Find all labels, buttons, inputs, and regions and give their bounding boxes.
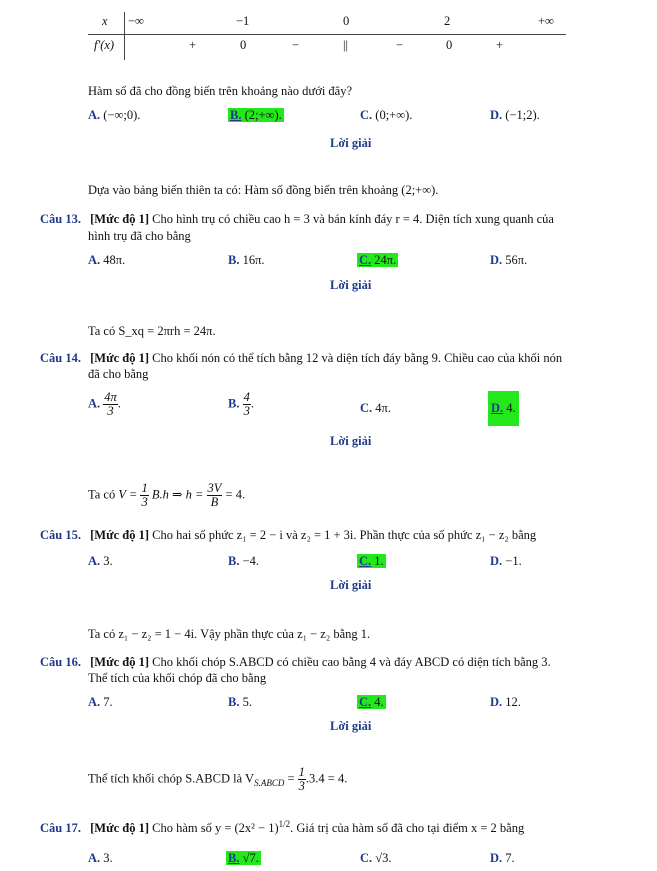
option-b [228, 554, 259, 569]
option-text: 4π. [375, 401, 391, 415]
option-d-correct [488, 391, 519, 426]
option-b [228, 695, 252, 710]
option-text: 7. [505, 851, 515, 865]
correct-answer-highlight [228, 108, 284, 122]
option-text: 3. [103, 851, 113, 865]
question-label: Câu 14. [40, 351, 81, 365]
option-text: 3. [103, 554, 113, 568]
option-letter: C. [359, 695, 372, 709]
solution-heading: Lời giải [330, 578, 372, 592]
option-letter: C. [360, 108, 373, 122]
option-b: B. $\frac{4}{3}$ . [228, 390, 254, 419]
table-sign: || [343, 38, 349, 52]
option-letter: A. [88, 554, 101, 568]
question-17 [40, 819, 524, 836]
option-c-correct [357, 554, 386, 569]
option-a [88, 108, 140, 123]
option-letter: D. [491, 401, 504, 415]
table-x-value: 0 [343, 14, 350, 28]
option-text: −1. [505, 554, 522, 568]
table-x-value: 2 [444, 14, 451, 28]
option-text: 24π. [374, 253, 397, 267]
option-letter: B. [228, 695, 240, 709]
question-stem: Hàm số đã cho đồng biến trên khoảng nào dưới đây? [88, 84, 353, 98]
option-d [490, 253, 527, 268]
solution-text: Ta có S_xq = 2πrh = 24π. [88, 324, 216, 338]
solution-formula [88, 482, 245, 509]
table-vertical-line [124, 12, 125, 60]
option-text: 4. [374, 695, 384, 709]
option-b [228, 253, 265, 268]
option-b-correct [226, 851, 261, 866]
solution-equals: = [284, 771, 295, 786]
correct-answer-highlight [357, 695, 386, 709]
solution-subscript: S.ABCD [254, 778, 285, 788]
solution-text: Dựa vào bảng biến thiên ta có: Hàm số đồng biến trên khoảng (2;+∞). [88, 183, 439, 197]
option-d [490, 554, 522, 569]
option-letter: D. [490, 253, 503, 267]
option-text: (−∞;0). [103, 108, 141, 122]
fraction-numerator: 3V [207, 481, 222, 495]
option-letter: B. [228, 554, 240, 568]
question-level: [Mức độ 1] [90, 351, 149, 365]
option-letter: C. [359, 554, 372, 568]
option-text: 4. [506, 401, 516, 415]
question-15 [40, 528, 536, 543]
solution-result: .3.4 = 4. [305, 771, 348, 786]
solution-volume: V = [118, 487, 138, 502]
question-label: Câu 17. [40, 821, 81, 836]
option-d [490, 695, 521, 710]
table-sign: + [496, 38, 504, 52]
option-text: √3. [375, 851, 392, 865]
question-stem: Cho khối chóp S.ABCD có chiều cao bằng 4 và đáy ABCD có diện tích bằng 3. [148, 655, 551, 669]
table-header-derivative: f′(x) [94, 38, 115, 52]
question-stem-continued: đã cho bằng [88, 367, 149, 381]
option-text: √7. [242, 851, 259, 865]
option-text: 5. [242, 695, 252, 709]
option-fraction [103, 391, 118, 418]
solution-heading: Lời giải [330, 719, 372, 733]
question-stem-end: . Giá trị của hàm số đã cho tại điểm x = 2 bằng [290, 821, 525, 836]
option-text: 56π. [505, 253, 528, 267]
option-text: 12. [505, 695, 521, 709]
question-label: Câu 13. [40, 212, 81, 226]
option-letter: C. [360, 401, 373, 415]
fraction-denominator: 3 [243, 404, 250, 419]
option-c-correct [357, 695, 386, 710]
option-c [360, 851, 392, 866]
question-level: [Mức độ 1] [90, 821, 149, 836]
question-exponent: 1/2 [278, 819, 291, 829]
option-letter: B. [228, 851, 240, 865]
option-c [360, 108, 412, 123]
option-letter: A. [88, 108, 101, 122]
solution-prefix: Thể tích khối chóp S.ABCD là V [88, 771, 255, 786]
option-text: −4. [242, 554, 260, 568]
option-d [490, 851, 515, 866]
option-a [88, 695, 113, 710]
table-sign: + [189, 38, 197, 52]
correct-answer-highlight [488, 391, 519, 426]
question-level: [Mức độ 1] [90, 212, 149, 226]
option-text: (2;+∞). [244, 108, 282, 122]
solution-text: Ta có z₁ − z₂ = 1 − 4i. Vậy phần thực của z₁ − z₂ bằng 1. [88, 627, 371, 641]
question-stem: Cho khối nón có thể tích bằng 12 và diện tích đáy bằng 9. Chiều cao của khối nón [148, 351, 563, 365]
fraction-denominator: B [210, 495, 219, 510]
correct-answer-highlight [357, 253, 398, 267]
fraction-numerator: 1 [141, 481, 148, 495]
option-text: 16π. [242, 253, 265, 267]
solution-middle: B.h ⇒ h = [151, 487, 204, 502]
table-x-value: −1 [236, 14, 250, 28]
option-a [88, 554, 113, 569]
table-sign: 0 [240, 38, 247, 52]
option-letter: D. [490, 108, 503, 122]
option-text: 1. [374, 554, 384, 568]
option-letter: B. [228, 396, 240, 411]
option-letter: A. [88, 851, 101, 865]
question-stem: Cho hình trụ có chiều cao h = 3 và bán kính đáy r = 4. Diện tích xung quanh của [148, 212, 554, 226]
option-letter: C. [359, 253, 372, 267]
fraction-denominator: 3 [298, 779, 305, 794]
option-a [88, 851, 113, 866]
question-16 [40, 655, 551, 670]
option-letter: D. [490, 695, 503, 709]
option-letter: B. [230, 108, 242, 122]
solution-heading: Lời giải [330, 278, 372, 292]
option-c-correct [357, 253, 398, 268]
option-a: A. $\frac{4\pi}{3}$ . [88, 390, 121, 419]
question-14 [40, 351, 562, 366]
fraction-numerator: 4π [104, 390, 117, 404]
fraction-numerator: 1 [298, 765, 305, 779]
table-sign: − [396, 38, 404, 52]
question-label: Câu 15. [40, 528, 81, 542]
solution-formula [88, 766, 347, 793]
solution-result: = 4. [225, 487, 246, 502]
option-letter: D. [490, 851, 503, 865]
option-text: (−1;2). [505, 108, 540, 122]
option-text: (0;+∞). [375, 108, 413, 122]
table-x-value: +∞ [538, 14, 554, 28]
table-sign: 0 [446, 38, 453, 52]
table-header-x: x [102, 14, 108, 28]
option-letter: B. [228, 253, 240, 267]
option-d [490, 108, 540, 123]
option-letter: A. [88, 253, 101, 267]
correct-answer-highlight [357, 554, 386, 568]
option-a [88, 253, 125, 268]
fraction-denominator: 3 [107, 404, 114, 419]
option-letter: D. [490, 554, 503, 568]
solution-heading: Lời giải [330, 434, 372, 448]
question-level: [Mức độ 1] [90, 655, 149, 669]
solution-fraction [207, 482, 223, 509]
question-label: Câu 16. [40, 655, 81, 669]
option-letter: A. [88, 695, 101, 709]
solution-fraction [298, 766, 306, 793]
option-letter: C. [360, 851, 373, 865]
table-sign: − [292, 38, 300, 52]
correct-answer-highlight [226, 851, 261, 865]
fraction-denominator: 3 [141, 495, 148, 510]
table-x-value: −∞ [128, 14, 144, 28]
question-stem-continued: hình trụ đã cho bằng [88, 229, 191, 243]
solution-heading: Lời giải [330, 136, 372, 150]
solution-prefix: Ta có [88, 487, 116, 502]
option-b-correct [228, 108, 284, 123]
fraction-numerator: 4 [243, 390, 250, 404]
solution-fraction [140, 482, 148, 509]
question-stem-continued: Thể tích của khối chóp đã cho bằng [88, 671, 267, 685]
question-level: [Mức độ 1] [90, 528, 149, 542]
question-stem: Cho hai số phức z₁ = 2 − i và z₂ = 1 + 3i. Phần thực của số phức z₁ − z₂ bằng [148, 528, 537, 542]
option-text: 7. [103, 695, 113, 709]
option-fraction [243, 391, 251, 418]
option-letter: A. [88, 396, 101, 411]
table-horizontal-line [88, 34, 566, 35]
question-stem: Cho hàm số y = (2x² − 1) [148, 821, 279, 836]
option-c [360, 401, 391, 416]
question-13 [40, 212, 554, 227]
option-text: 48π. [103, 253, 126, 267]
